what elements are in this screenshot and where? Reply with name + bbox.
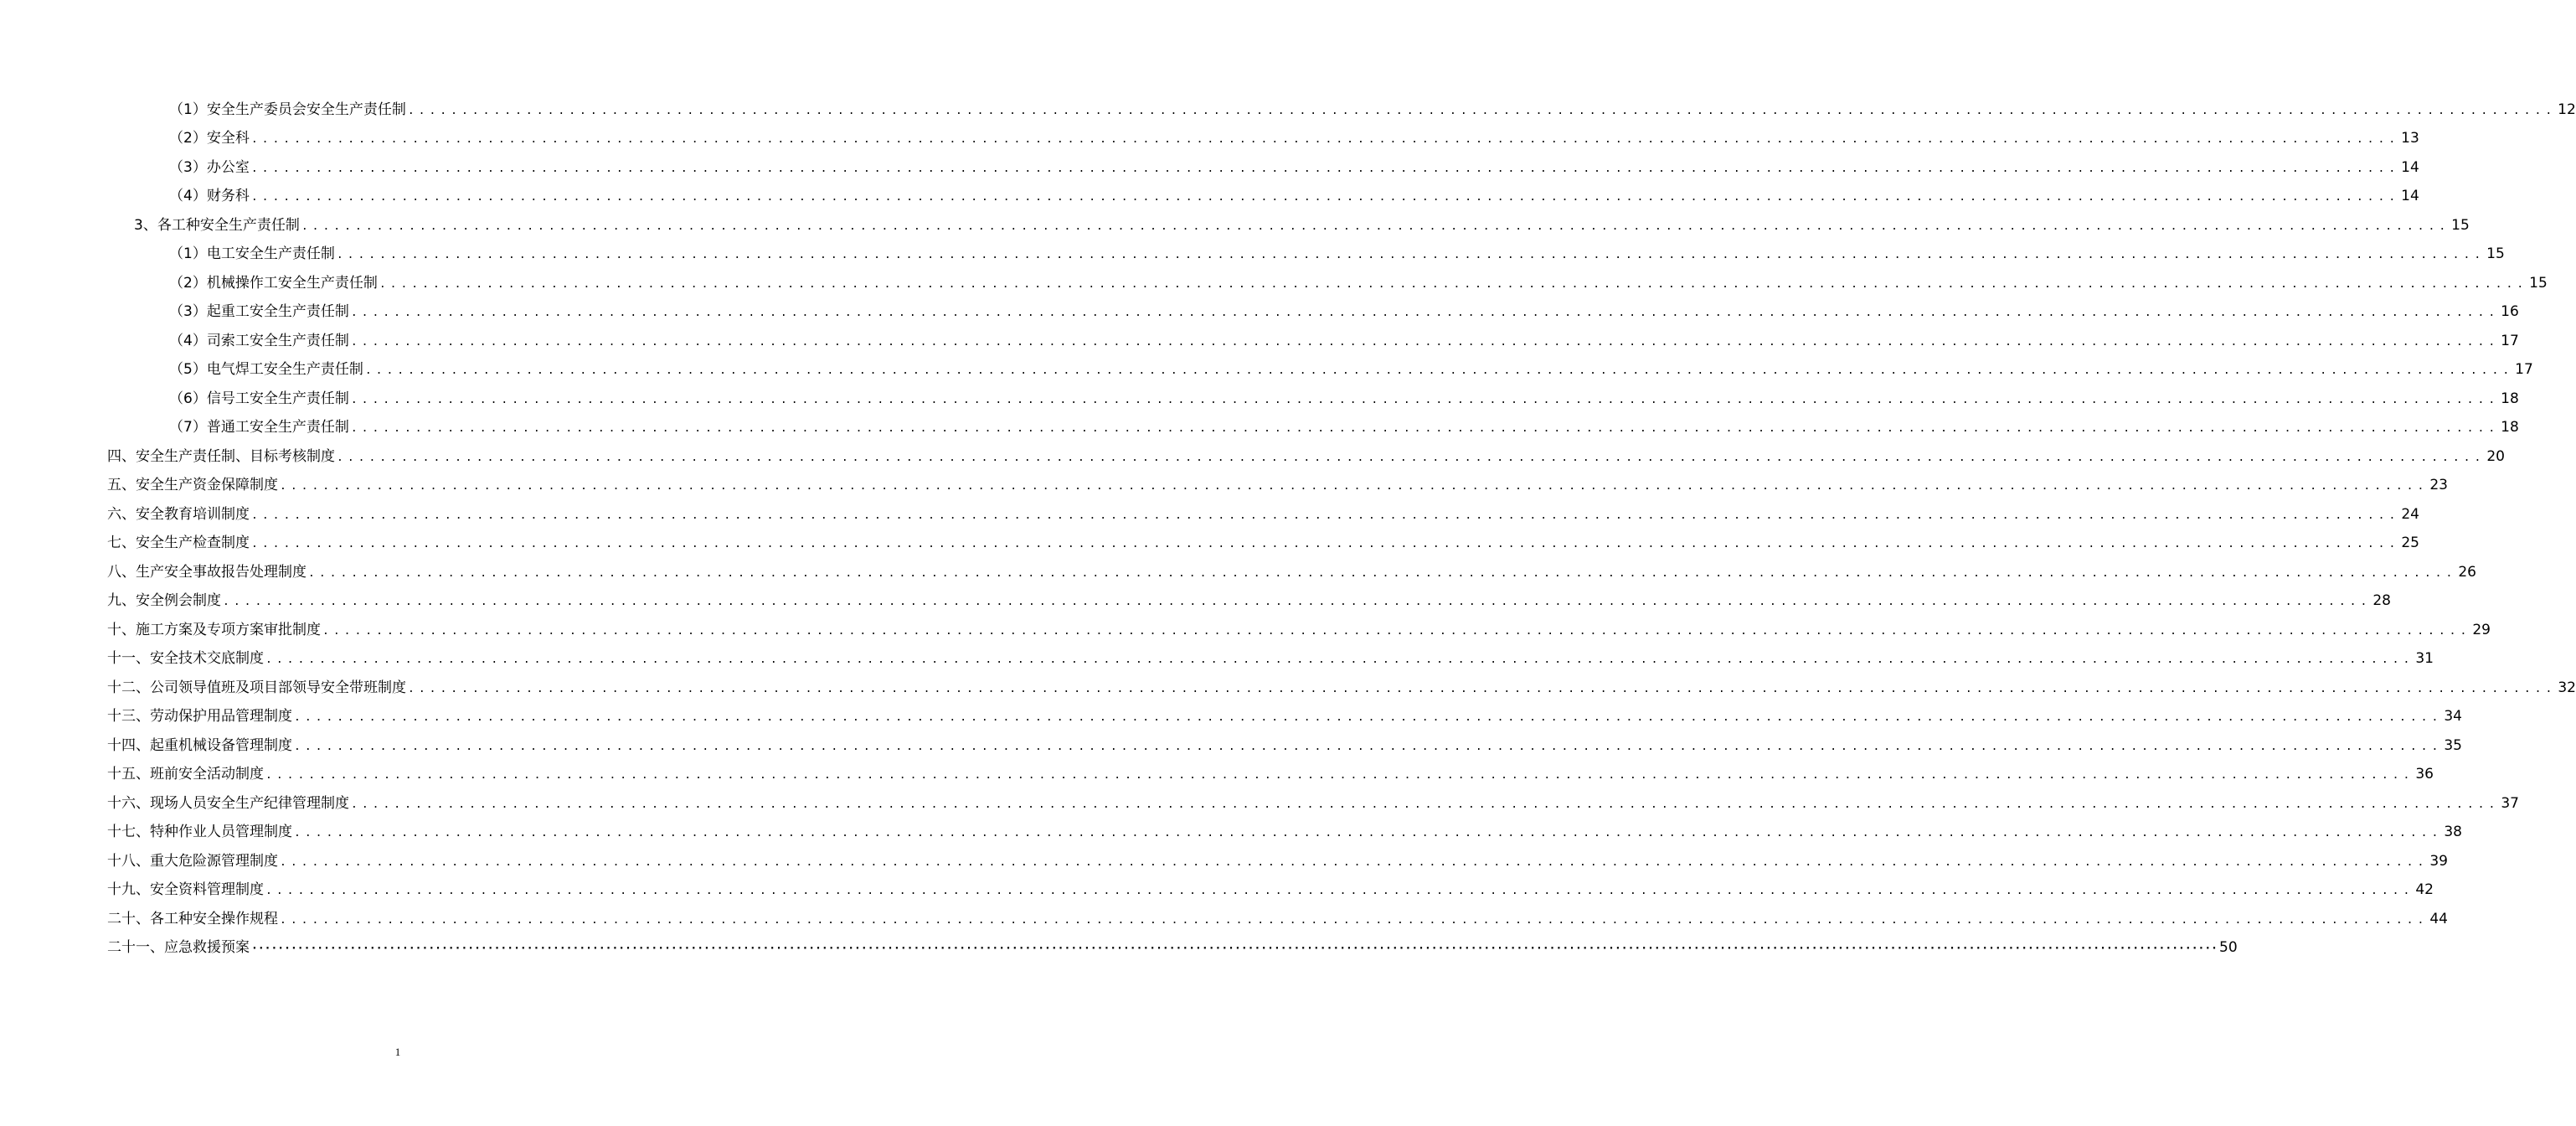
toc-entry-label: 八、生产安全事故报告处理制度 — [107, 563, 307, 581]
toc-dot-leader: ........................................................................................................................................................................................................ — [379, 277, 2528, 291]
toc-dot-leader: ············································································································································································································································································································ — [251, 943, 2218, 956]
toc-entry-page: 15 — [2451, 216, 2470, 234]
toc-dot-leader: ........................................................................................................................................................................................................ — [251, 509, 2400, 522]
toc-entry[interactable] — [0, 729, 2462, 758]
toc-entry[interactable] — [0, 758, 2434, 788]
toc-entry-label: 九、安全例会制度 — [107, 592, 221, 610]
toc-entry[interactable] — [0, 411, 2519, 441]
toc-entry-page: 23 — [2429, 477, 2448, 494]
toc-entry-page: 16 — [2501, 303, 2519, 321]
toc-dot-leader: ........................................................................................................................................................................................................ — [408, 682, 2557, 695]
toc-dot-leader: ........................................................................................................................................................................................................ — [265, 885, 2414, 898]
toc-dot-leader: ........................................................................................................................................................................................................ — [350, 307, 2500, 320]
toc-dot-leader: ........................................................................................................................................................................................................ — [265, 769, 2414, 783]
toc-dot-leader: ........................................................................................................................................................................................................ — [294, 711, 2443, 725]
toc-entry-label: 二十、各工种安全操作规程 — [107, 910, 278, 927]
toc-entry-page: 24 — [2401, 505, 2419, 523]
toc-entry[interactable] — [0, 874, 2434, 903]
toc-entry-label: 十六、现场人员安全生产纪律管理制度 — [107, 794, 349, 812]
page-number: 1 — [394, 1046, 401, 1058]
toc-entry-label: 十二、公司领导值班及项目部领导安全带班制度 — [107, 679, 406, 696]
toc-dot-leader: ........................................................................................................................................................................................................ — [336, 249, 2486, 262]
toc-entry[interactable] — [0, 440, 2505, 469]
toc-entry[interactable] — [0, 700, 2462, 730]
toc-entry-label: （6）信号工安全生产责任制 — [169, 390, 349, 407]
toc-entry-page: 18 — [2501, 419, 2519, 436]
toc-entry-page: 17 — [2501, 332, 2519, 349]
toc-entry-label: 四、安全生产责任制、目标考核制度 — [107, 447, 335, 465]
toc-entry-label: 十九、安全资料管理制度 — [107, 881, 264, 899]
toc-entry-label: （5）电气焊工安全生产责任制 — [169, 361, 363, 379]
toc-dot-leader: ........................................................................................................................................................................................................ — [223, 596, 2372, 609]
toc-entry-page: 20 — [2486, 447, 2505, 465]
toc-entry-page: 38 — [2444, 824, 2462, 841]
toc-dot-leader: ........................................................................................................................................................................................................ — [364, 364, 2514, 378]
toc-entry-label: 3、各工种安全生产责任制 — [134, 216, 300, 234]
toc-entry[interactable] — [0, 180, 2419, 209]
toc-entry-page: 14 — [2401, 188, 2419, 205]
toc-dot-leader: ........................................................................................................................................................................................................ — [280, 913, 2429, 927]
toc-entry[interactable] — [0, 932, 2238, 961]
toc-dot-leader: ........................................................................................................................................................................................................ — [294, 740, 2443, 753]
toc-entry-page: 35 — [2444, 736, 2462, 754]
toc-entry-page: 42 — [2415, 881, 2434, 899]
toc-entry[interactable] — [0, 613, 2491, 643]
toc-entry[interactable] — [0, 122, 2419, 152]
toc-entry[interactable] — [0, 266, 2548, 296]
toc-entry-label: （2）机械操作工安全生产责任制 — [169, 274, 378, 292]
toc-entry-page: 44 — [2429, 910, 2448, 927]
toc-entry-page: 36 — [2415, 766, 2434, 783]
toc-entry-label: 七、安全生产检查制度 — [107, 535, 250, 552]
toc-entry[interactable] — [0, 816, 2462, 845]
toc-entry[interactable] — [0, 527, 2419, 556]
toc-dot-leader: ........................................................................................................................................................................................................ — [250, 191, 2400, 204]
toc-entry-label: （2）安全科 — [169, 130, 250, 147]
toc-entry-label: 十三、劳动保护用品管理制度 — [107, 708, 292, 726]
toc-entry[interactable] — [0, 555, 2476, 585]
toc-entry-page: 31 — [2415, 650, 2434, 668]
toc-entry-label: 十四、起重机械设备管理制度 — [107, 736, 292, 754]
toc-dot-leader: ........................................................................................................................................................................................................ — [250, 162, 2400, 175]
toc-entry-label: 十五、班前安全活动制度 — [107, 766, 264, 783]
toc-entry-label: 十八、重大危险源管理制度 — [107, 852, 278, 870]
toc-entry-page: 17 — [2515, 361, 2533, 379]
toc-dot-leader: ........................................................................................................................................................................................................ — [350, 393, 2500, 406]
toc-entry-page: 26 — [2458, 563, 2476, 581]
toc-entry[interactable] — [0, 382, 2519, 411]
toc-entry-page: 13 — [2401, 130, 2419, 147]
toc-dot-leader: ........................................................................................................................................................................................................ — [350, 422, 2500, 436]
toc-entry[interactable] — [0, 296, 2519, 325]
toc-entry[interactable] — [0, 844, 2448, 874]
toc-entry-page: 18 — [2501, 390, 2519, 407]
toc-entry-label: （3）办公室 — [169, 158, 250, 176]
toc-entry-label: 十一、安全技术交底制度 — [107, 650, 264, 668]
toc-entry-page: 28 — [2372, 592, 2391, 610]
toc-entry[interactable] — [0, 93, 2576, 122]
toc-dot-leader: ........................................................................................................................................................................................................ — [251, 538, 2400, 551]
toc-entry-label: （7）普通工安全生产责任制 — [169, 419, 349, 436]
toc-entry[interactable] — [0, 354, 2533, 383]
toc-entry[interactable] — [0, 469, 2448, 498]
toc-entry-label: （4）财务科 — [169, 188, 250, 205]
toc-dot-leader: ........................................................................................................................................................................................................ — [294, 827, 2443, 840]
toc-entry-page: 15 — [2529, 274, 2548, 292]
toc-entry-page: 39 — [2429, 852, 2448, 870]
toc-dot-leader: ........................................................................................................................................................................................................ — [280, 855, 2429, 869]
toc-entry-label: （1）电工安全生产责任制 — [169, 245, 335, 263]
toc-entry[interactable] — [0, 787, 2519, 816]
toc-dot-leader: ........................................................................................................................................................................................................ — [308, 566, 2457, 580]
toc-entry[interactable] — [0, 151, 2419, 180]
toc-entry-page: 14 — [2401, 158, 2419, 176]
toc-entry-label: （4）司索工安全生产责任制 — [169, 332, 349, 349]
toc-entry[interactable] — [0, 209, 2470, 238]
toc-entry[interactable] — [0, 902, 2448, 932]
toc-entry[interactable] — [0, 498, 2419, 527]
toc-entry-label: 二十一、应急救援预案 — [107, 939, 250, 957]
toc-entry-page: 12 — [2558, 101, 2576, 118]
toc-dot-leader: ........................................................................................................................................................................................................ — [322, 624, 2471, 638]
table-of-contents — [0, 93, 2576, 960]
toc-entry[interactable] — [0, 238, 2505, 267]
toc-entry-page: 25 — [2401, 535, 2419, 552]
toc-entry-page: 29 — [2472, 621, 2491, 638]
toc-entry[interactable] — [0, 671, 2576, 700]
toc-entry-label: （3）起重工安全生产责任制 — [169, 303, 349, 321]
toc-entry-page: 50 — [2219, 939, 2238, 957]
toc-dot-leader: ........................................................................................................................................................................................................ — [337, 451, 2486, 464]
toc-entry-label: （1）安全生产委员会安全生产责任制 — [169, 101, 406, 118]
toc-entry-page: 32 — [2558, 679, 2576, 696]
toc-dot-leader: ........................................................................................................................................................................................................ — [250, 133, 2400, 147]
toc-dot-leader: ........................................................................................................................................................................................................ — [265, 653, 2414, 667]
toc-entry[interactable] — [0, 324, 2519, 354]
toc-entry[interactable] — [0, 585, 2391, 614]
toc-dot-leader: ........................................................................................................................................................................................................ — [350, 335, 2500, 349]
toc-entry-page: 34 — [2444, 708, 2462, 726]
toc-entry-label: 十、施工方案及专项方案审批制度 — [107, 621, 321, 638]
toc-dot-leader: ........................................................................................................................................................................................................ — [301, 220, 2450, 233]
toc-entry-label: 十七、特种作业人员管理制度 — [107, 824, 292, 841]
toc-entry-page: 15 — [2486, 245, 2505, 263]
toc-dot-leader: ........................................................................................................................................................................................................ — [351, 798, 2500, 811]
toc-entry-label: 六、安全教育培训制度 — [107, 505, 250, 523]
toc-entry-page: 37 — [2501, 794, 2519, 812]
toc-entry-label: 五、安全生产资金保障制度 — [107, 477, 278, 494]
toc-dot-leader: ........................................................................................................................................................................................................ — [407, 104, 2557, 117]
toc-entry[interactable] — [0, 643, 2434, 672]
toc-dot-leader: ........................................................................................................................................................................................................ — [280, 480, 2429, 493]
